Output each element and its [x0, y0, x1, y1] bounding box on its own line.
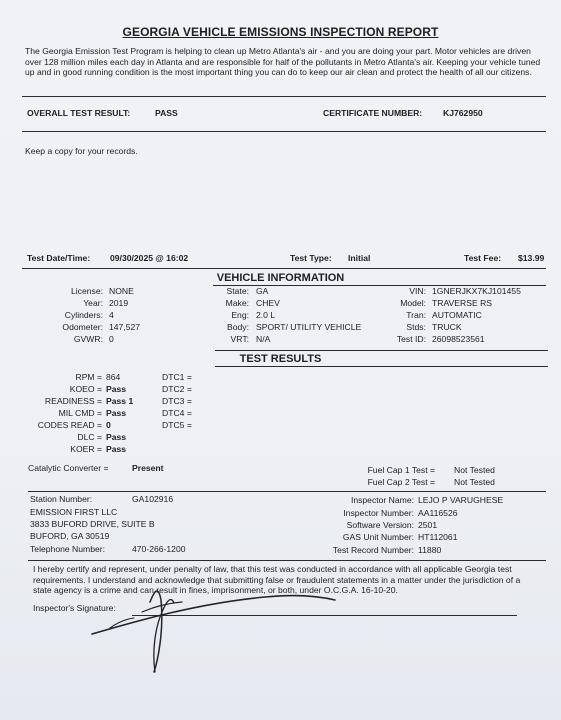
dtc4-label: DTC4 =	[162, 408, 192, 418]
vrt-value: N/A	[256, 334, 271, 344]
station-name: EMISSION FIRST LLC	[30, 507, 118, 517]
keep-copy-note: Keep a copy for your records.	[25, 146, 138, 156]
test-fee-value: $13.99	[518, 253, 545, 263]
overall-result-label: OVERALL TEST RESULT:	[27, 108, 131, 118]
year-value: 2019	[109, 298, 129, 308]
vin-value: 1GNERJKX7KJ101455	[432, 286, 521, 296]
rpm-value: 864	[106, 372, 121, 382]
rpm-label: RPM =	[75, 372, 102, 382]
codes-read-label: CODES READ =	[37, 420, 102, 430]
koeo-label: KOEO =	[69, 384, 102, 394]
vehicle-info-heading: VEHICLE INFORMATION	[216, 272, 345, 284]
fuel-cap-1-value: Not Tested	[454, 465, 495, 475]
cylinders-label: Cylinders:	[64, 310, 103, 320]
codes-read-value: 0	[106, 420, 111, 430]
year-label: Year:	[83, 298, 103, 308]
test-fee-label: Test Fee:	[464, 253, 502, 263]
test-date-value: 09/30/2025 @ 16:02	[110, 253, 189, 263]
engine-value: 2.0 L	[256, 310, 276, 320]
inspector-number-value: AA116526	[418, 508, 458, 518]
gvwr-label: GVWR:	[73, 334, 103, 344]
koer-value: Pass	[106, 444, 127, 454]
inspector-name-label: Inspector Name:	[350, 495, 414, 505]
signature-label: Inspector's Signature:	[33, 603, 116, 613]
standards-value: TRUCK	[432, 322, 462, 332]
license-value: NONE	[109, 286, 134, 296]
koer-label: KOER =	[70, 444, 102, 454]
software-version-label: Software Version:	[346, 520, 414, 530]
software-version-value: 2501	[418, 520, 438, 530]
body-label: Body:	[227, 322, 249, 332]
model-value: TRAVERSE RS	[432, 298, 493, 308]
test-id-label: Test ID:	[396, 334, 426, 344]
odometer-value: 147,527	[109, 322, 141, 332]
odometer-label: Odometer:	[62, 322, 103, 332]
catalytic-converter-value: Present	[132, 463, 164, 473]
station-address-2: BUFORD, GA 30519	[30, 531, 110, 541]
mil-cmd-label: MIL CMD =	[58, 408, 102, 418]
make-value: CHEV	[256, 298, 280, 308]
make-label: Make:	[225, 298, 249, 308]
state-value: GA	[256, 286, 269, 296]
test-type-value: Initial	[348, 253, 371, 263]
dtc2-label: DTC2 =	[162, 384, 192, 394]
telephone-value: 470-266-1200	[132, 544, 186, 554]
gvwr-value: 0	[109, 334, 114, 344]
dtc3-label: DTC3 =	[162, 396, 192, 406]
station-number-value: GA102916	[132, 494, 174, 504]
standards-label: Stds:	[406, 322, 426, 332]
vin-label: VIN:	[409, 286, 426, 296]
fuel-cap-2-label: Fuel Cap 2 Test =	[367, 477, 435, 487]
fuel-cap-2-value: Not Tested	[454, 477, 495, 487]
test-results-heading: TEST RESULTS	[239, 353, 322, 365]
license-label: License:	[70, 286, 103, 296]
dtc5-label: DTC5 =	[162, 420, 192, 430]
koeo-value: Pass	[106, 384, 127, 394]
test-record-value: 11880	[418, 545, 442, 555]
gas-unit-value: HT112061	[418, 532, 458, 542]
intro-paragraph: The Georgia Emission Test Program is helping to clean up Metro Atlanta's air - and you are doing your part. Motor vehicles are driven over 128 million miles each day in Atlanta and are responsible for half of the pollutants in Metro Atlanta's air. Keeping your vehicle tuned up and in good running condition is the most important thing you can do to keep our air clean and protect the health of all our citizens.	[25, 46, 541, 77]
report-title: GEORGIA VEHICLE EMISSIONS INSPECTION REPORT	[122, 25, 439, 39]
test-record-label: Test Record Number:	[332, 545, 414, 555]
certificate-label: CERTIFICATE NUMBER:	[323, 108, 423, 118]
fuel-cap-1-label: Fuel Cap 1 Test =	[367, 465, 435, 475]
certificate-number: KJ762950	[443, 108, 483, 118]
inspector-name-value: LEJO P VARUGHESE	[418, 495, 504, 505]
test-id-value: 26098523561	[432, 334, 485, 344]
cylinders-value: 4	[109, 310, 114, 320]
inspector-number-label: Inspector Number:	[343, 508, 414, 518]
station-number-label: Station Number:	[30, 494, 93, 504]
overall-result-value: PASS	[155, 108, 178, 118]
gas-unit-label: GAS Unit Number:	[342, 532, 414, 542]
dtc1-label: DTC1 =	[162, 372, 192, 382]
dlc-label: DLC =	[77, 432, 102, 442]
state-label: State:	[226, 286, 249, 296]
readiness-value: Pass 1	[106, 396, 134, 406]
dlc-value: Pass	[106, 432, 127, 442]
transmission-value: AUTOMATIC	[432, 310, 482, 320]
station-address-1: 3833 BUFORD DRIVE, SUITE B	[30, 519, 155, 529]
certification-statement: I hereby certify and represent, under penalty of law, that this test was conducted in accordance with all applicable Georgia test requirements. I understand and acknowledge that submitting false or fraudulent statements in a matter under the jurisdiction of a state agency is a crime and can result in fines, imprisonment, or both, under O.C.G.A. 16-10-20.	[33, 564, 521, 595]
model-label: Model:	[400, 298, 426, 308]
test-type-label: Test Type:	[290, 253, 332, 263]
readiness-label: READINESS =	[44, 396, 102, 406]
transmission-label: Tran:	[406, 310, 426, 320]
body-value: SPORT/ UTILITY VEHICLE	[256, 322, 362, 332]
engine-label: Eng:	[231, 310, 249, 320]
telephone-label: Telephone Number:	[30, 544, 106, 554]
catalytic-converter-label: Catalytic Converter =	[28, 463, 109, 473]
test-date-label: Test Date/Time:	[27, 253, 91, 263]
mil-cmd-value: Pass	[106, 408, 127, 418]
vrt-label: VRT:	[230, 334, 249, 344]
